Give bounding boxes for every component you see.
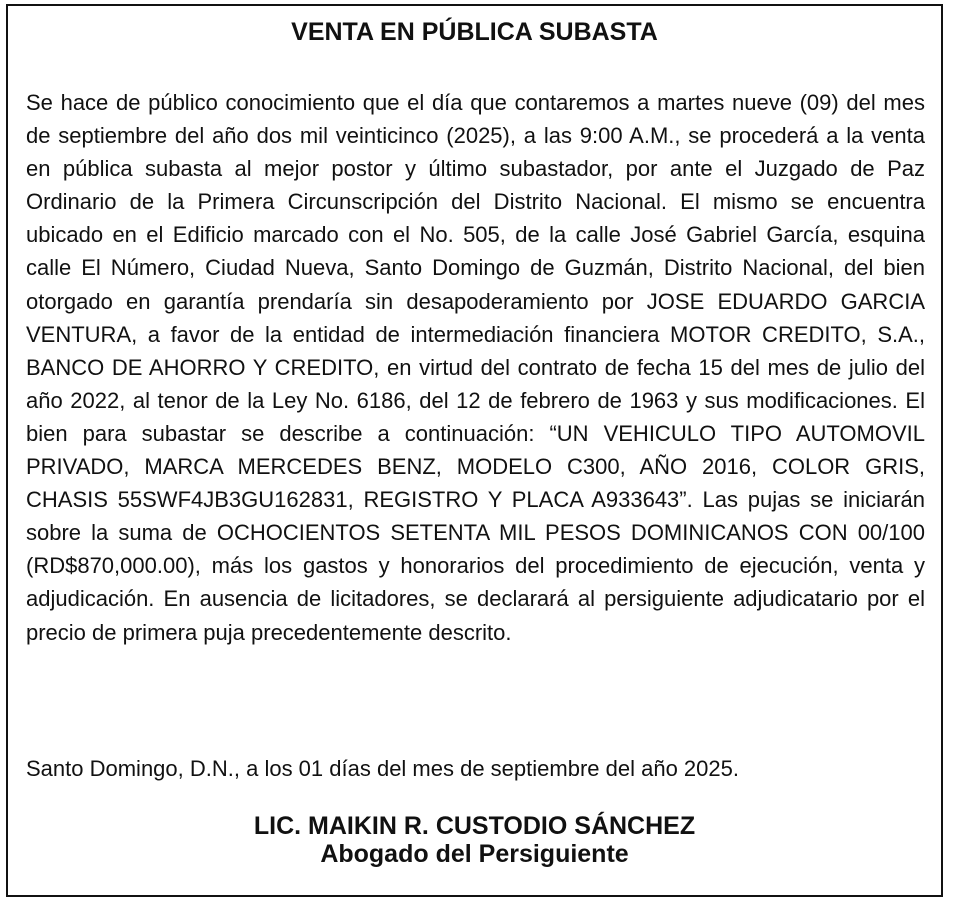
notice-body: Se hace de público conocimiento que el día que contaremos a martes nueve (09) del mes de septiembre del año dos mil veinticinco (2025), a las 9:00 A.M., se procederá a la venta en pública subasta al mejor postor y último subastador, por ante el Juzgado de Paz Ordinario de la Primera Circunscripción del Distrito Nacional. El mismo se encuentra ubicado en el Edificio marcado con el No. 505, de la calle José Gabriel García, esquina calle El Número, Ciudad Nueva, Santo Domingo de Guzmán, Distrito Nacional, del bien otorgado en garantía prendaría sin desapoderamiento por JOSE EDUARDO GARCIA VENTURA, a favor de la entidad de intermediación financiera MOTOR CREDITO, S.A., BANCO DE AHORRO Y CREDITO, en virtud del contrato de fecha 15 del mes de julio del año 2022, al tenor de la Ley No. 6186, del 12 de febrero de 1963 y sus modificaciones. El bien para subastar se describe a continuación: “UN VEHICULO TIPO AUTOMOVIL PRIVADO, MARCA MERCEDES BENZ, MODELO C300, AÑO 2016, COLOR GRIS, CHASIS 55SWF4JB3GU162831, REGISTRO Y PLACA A933643”. Las pujas se iniciarán sobre la suma de OCHOCIENTOS SETENTA MIL PESOS DOMINICANOS CON 00/100 (RD$870,000.00), más los gastos y honorarios del procedimiento de ejecución, venta y adjudicación. En ausencia de licitadores, se declarará al persiguiente adjudicatario por el precio de primera puja precedentemente descrito. [26, 90, 925, 645]
signature-role: Abogado del Persiguiente [320, 840, 629, 868]
legal-notice [6, 4, 943, 897]
notice-title: VENTA EN PÚBLICA SUBASTA [291, 18, 658, 46]
notice-place-date: Santo Domingo, D.N., a los 01 días del mes de septiembre del año 2025. [26, 756, 739, 781]
signature-block [8, 812, 941, 868]
signature-name: LIC. MAIKIN R. CUSTODIO SÁNCHEZ [253, 812, 696, 840]
